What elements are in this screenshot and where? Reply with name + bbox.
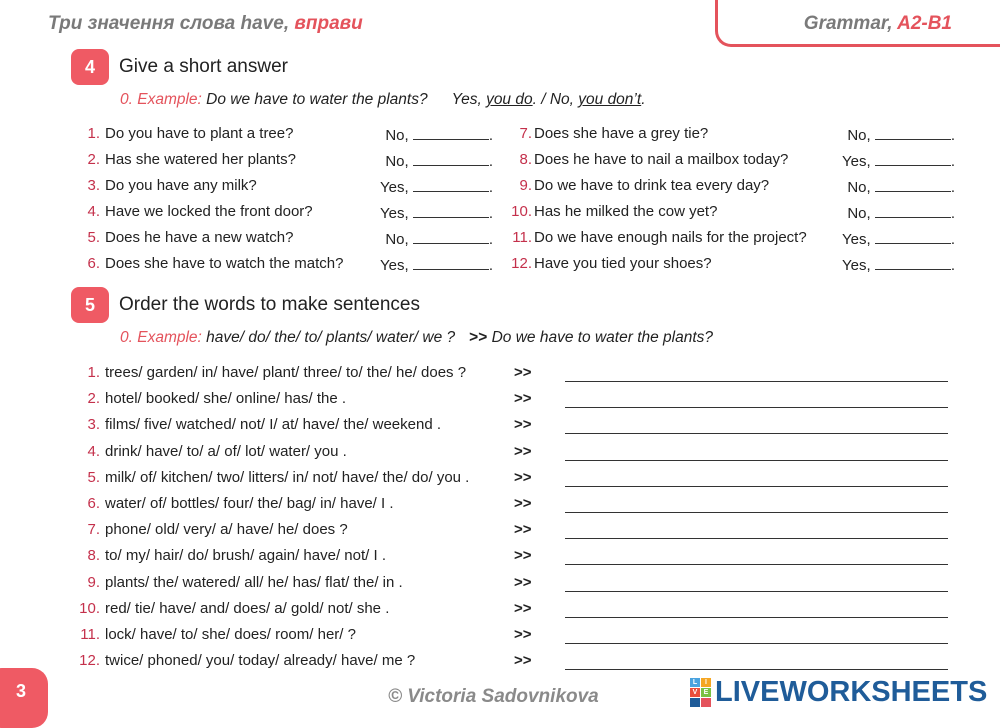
logo-grid-cell: L [690, 678, 700, 687]
scrambled-words: milk/ of/ kitchen/ two/ litters/ in/ not/ have/ the/ do/ you . [105, 468, 470, 486]
answer-line-input[interactable] [565, 643, 948, 644]
short-answer [380, 177, 493, 196]
answer-line-input[interactable] [565, 460, 948, 461]
question-text: Does he have a new watch? [105, 229, 294, 246]
logo-wordmark: LIVEWORKSHEETS [715, 675, 988, 708]
sentence-number: 8. [87, 547, 100, 565]
arrow-marker: >> [514, 547, 532, 565]
liveworksheets-logo [690, 676, 987, 708]
answer-blank-field[interactable] [875, 151, 951, 166]
example-question: Do we have to water the plants? [206, 91, 428, 108]
sentence-number: 3. [87, 416, 100, 434]
answer-word: Yes, [380, 205, 409, 222]
arrow-marker: >> [514, 390, 532, 408]
answer-word: No, [847, 179, 871, 196]
answer-blank-field[interactable] [413, 203, 489, 218]
sentence-number: 2. [87, 390, 100, 408]
header-level-accent: A2-B1 [897, 13, 952, 34]
arrow-marker: >> [514, 521, 532, 539]
answer-word: No, [385, 127, 409, 144]
example-arrow: >> [469, 329, 488, 346]
example-answer-end: . [641, 91, 646, 108]
answer-word: Yes, [842, 257, 871, 274]
scrambled-words: to/ my/ hair/ do/ brush/ again/ have/ not/ I . [105, 547, 386, 565]
sentence-number: 1. [87, 364, 100, 381]
answer-line-input[interactable] [565, 381, 948, 382]
logo-grid-cell [690, 698, 700, 707]
section-4-title: Give a short answer [119, 56, 288, 77]
question-text: Do we have to drink tea every day? [534, 177, 770, 194]
arrow-marker: >> [514, 442, 532, 460]
sentence-number: 7. [87, 521, 100, 539]
answer-word: No, [385, 231, 409, 248]
answer-blank-field[interactable] [875, 255, 951, 270]
scrambled-words: drink/ have/ to/ a/ of/ lot/ water/ you . [105, 442, 347, 460]
arrow-marker: >> [514, 599, 532, 617]
answer-line-input[interactable] [565, 538, 948, 539]
answer-line-input[interactable] [565, 407, 948, 408]
scrambled-words: red/ tie/ have/ and/ does/ a/ gold/ not/ she . [105, 599, 390, 617]
arrow-marker: >> [514, 364, 532, 381]
example-label: 0. Example: [120, 91, 207, 108]
short-answer [385, 229, 493, 248]
short-answer [847, 203, 955, 222]
question-number: 8. [519, 151, 532, 168]
question-number: 6. [87, 255, 100, 272]
short-answer [842, 151, 955, 170]
answer-period: . [488, 257, 493, 274]
answer-blank-field[interactable] [875, 177, 951, 192]
example-label: 0. Example: [120, 329, 207, 346]
answer-word: No, [385, 153, 409, 170]
section-5-badge: 5 [71, 287, 109, 323]
question-text: Does she have to watch the match? [105, 255, 344, 272]
answer-line-input[interactable] [565, 512, 948, 513]
question-text: Does she have a grey tie? [534, 125, 709, 142]
question-number: 1. [87, 125, 100, 142]
arrow-marker: >> [514, 652, 532, 670]
section-4-example [120, 91, 646, 109]
answer-blank-field[interactable] [413, 229, 489, 244]
answer-line-input[interactable] [565, 669, 948, 670]
example-answer-mid: . / No, [532, 91, 579, 108]
answer-period: . [488, 153, 493, 170]
scrambled-words: trees/ garden/ in/ have/ plant/ three/ to/ the/ he/ does ? [105, 364, 467, 381]
arrow-marker: >> [514, 468, 532, 486]
short-answer [847, 125, 955, 144]
section-4-badge: 4 [71, 49, 109, 85]
answer-period: . [950, 179, 955, 196]
short-answer [385, 151, 493, 170]
header-level-main: Grammar, [803, 13, 898, 34]
header-level [804, 13, 952, 35]
answer-period: . [488, 127, 493, 144]
answer-blank-field[interactable] [413, 125, 489, 140]
sentence-number: 9. [87, 573, 100, 591]
page-number: 3 [16, 681, 27, 701]
arrow-marker: >> [514, 495, 532, 512]
example-answer-a-underlined: you do [486, 91, 533, 108]
answer-period: . [950, 205, 955, 222]
example-words: have/ do/ the/ to/ plants/ water/ we ? [206, 329, 456, 346]
answer-period: . [950, 231, 955, 248]
example-answer-a: Yes, [451, 91, 487, 108]
question-number: 11. [512, 229, 532, 246]
arrow-marker: >> [514, 416, 532, 434]
sentence-number: 11. [80, 626, 100, 643]
answer-blank-field[interactable] [875, 229, 951, 244]
answer-word: Yes, [842, 231, 871, 248]
answer-period: . [950, 153, 955, 170]
answer-line-input[interactable] [565, 617, 948, 618]
short-answer [385, 125, 493, 144]
scrambled-words: plants/ the/ watered/ all/ he/ has/ flat/ the/ in . [105, 573, 403, 591]
question-text: Does he have to nail a mailbox today? [534, 151, 789, 168]
question-number: 5. [87, 229, 100, 246]
question-number: 12. [511, 255, 532, 272]
answer-blank-field[interactable] [413, 255, 489, 270]
short-answer [380, 255, 493, 274]
answer-word: No, [847, 127, 871, 144]
header-title-accent: вправи [294, 13, 363, 34]
header-title [48, 13, 363, 35]
short-answer [847, 177, 955, 196]
question-text: Have you tied your shoes? [534, 255, 712, 272]
short-answer [842, 229, 955, 248]
logo-grid-cell: V [690, 688, 700, 697]
question-text: Has he milked the cow yet? [534, 203, 718, 220]
answer-blank-field[interactable] [413, 177, 489, 192]
question-number: 4. [87, 203, 100, 220]
answer-word: Yes, [380, 179, 409, 196]
answer-line-input[interactable] [565, 564, 948, 565]
question-number: 10. [511, 203, 532, 220]
section-5-example [120, 329, 713, 347]
answer-period: . [950, 127, 955, 144]
answer-blank-field[interactable] [875, 203, 951, 218]
answer-word: Yes, [842, 153, 871, 170]
answer-blank-field[interactable] [413, 151, 489, 166]
arrow-marker: >> [514, 573, 532, 591]
question-text: Have we locked the front door? [105, 203, 313, 220]
scrambled-words: phone/ old/ very/ a/ have/ he/ does ? [105, 521, 348, 539]
scrambled-words: films/ five/ watched/ not/ I/ at/ have/ the/ weekend . [105, 416, 442, 434]
logo-grid-cell: E [701, 688, 711, 697]
answer-blank-field[interactable] [875, 125, 951, 140]
logo-grid-cell: I [701, 678, 711, 687]
logo-grid-icon [690, 678, 711, 707]
example-answer-b-underlined: you don’t [578, 91, 642, 108]
section-5-title: Order the words to make sentences [119, 294, 420, 315]
answer-period: . [488, 179, 493, 196]
header-title-main: Три значення слова have, [48, 13, 295, 34]
scrambled-words: twice/ phoned/ you/ today/ already/ have/ me ? [105, 652, 416, 670]
sentence-number: 12. [79, 652, 100, 670]
sentence-number: 6. [87, 495, 100, 512]
scrambled-words: hotel/ booked/ she/ online/ has/ the . [105, 390, 347, 408]
sentence-number: 5. [87, 468, 100, 486]
question-text: Do you have to plant a tree? [105, 125, 294, 142]
question-text: Do you have any milk? [105, 177, 257, 194]
example-answer: Do we have to water the plants? [491, 329, 714, 346]
question-text: Has she watered her plants? [105, 151, 296, 168]
question-text: Do we have enough nails for the project? [534, 229, 807, 246]
short-answer [842, 255, 955, 274]
answer-line-input[interactable] [565, 591, 948, 592]
sentence-number: 10. [79, 599, 100, 617]
answer-period: . [950, 257, 955, 274]
sentence-number: 4. [87, 442, 100, 460]
scrambled-words: water/ of/ bottles/ four/ the/ bag/ in/ have/ I . [105, 495, 394, 512]
short-answer [380, 203, 493, 222]
question-number: 9. [519, 177, 532, 194]
answer-line-input[interactable] [565, 433, 948, 434]
answer-word: No, [847, 205, 871, 222]
question-number: 3. [87, 177, 100, 194]
copyright: © Victoria Sadovnikova [388, 686, 599, 707]
answer-period: . [488, 205, 493, 222]
logo-grid-cell [701, 698, 711, 707]
question-number: 2. [87, 151, 100, 168]
answer-word: Yes, [380, 257, 409, 274]
question-number: 7. [519, 125, 532, 142]
answer-line-input[interactable] [565, 486, 948, 487]
answer-period: . [488, 231, 493, 248]
scrambled-words: lock/ have/ to/ she/ does/ room/ her/ ? [105, 626, 356, 643]
arrow-marker: >> [514, 626, 532, 643]
